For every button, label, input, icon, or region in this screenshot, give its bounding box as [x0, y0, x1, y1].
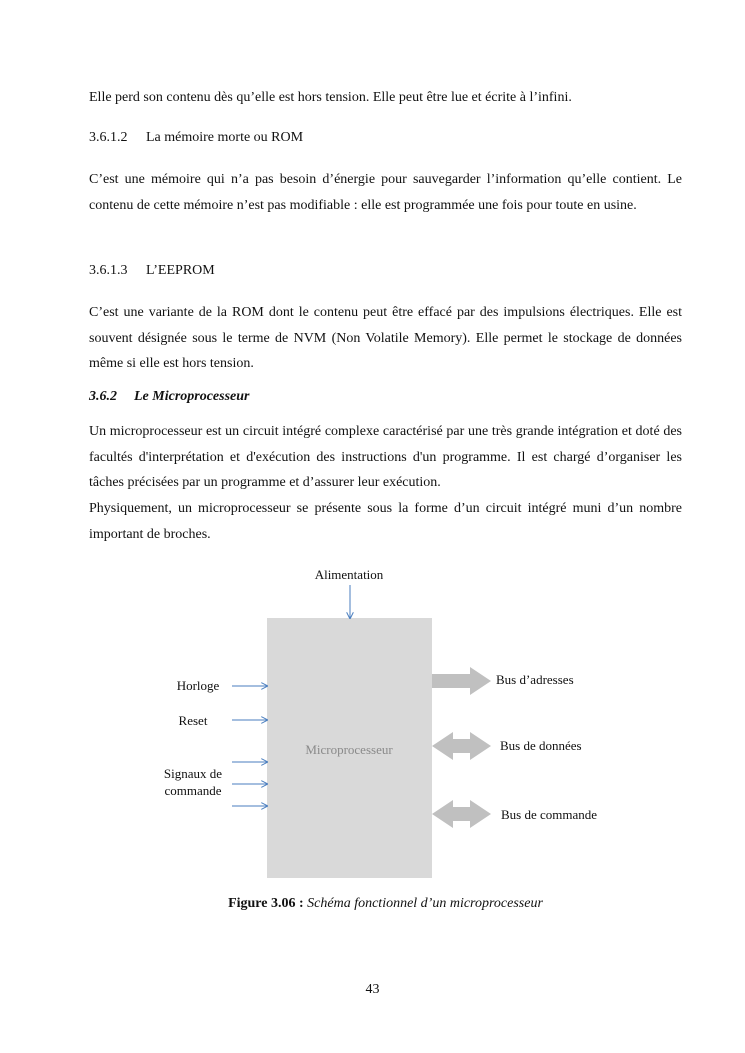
- address-bus-label: Bus d’adresses: [496, 672, 574, 687]
- figure-caption-label: Figure 3.06 :: [228, 896, 304, 911]
- figure-caption-text: Schéma fonctionnel d’un microprocesseur: [307, 896, 543, 911]
- data-bus-arrow: [432, 732, 491, 760]
- figure-caption: [89, 894, 682, 914]
- power-label: Alimentation: [314, 567, 384, 582]
- control-signals-label-line1: Signaux de: [163, 766, 223, 781]
- data-bus-label: Bus de données: [500, 738, 582, 753]
- heading-rom-number: 3.6.1.2: [89, 130, 128, 145]
- paragraph-eeprom: C’est une variante de la ROM dont le contenu peut être effacé par des impulsions électriques. Elle est souvent désignée sous le terme de NVM (Non Volatile Memory). Elle permet le stockage de données même si elle est hors tension.: [89, 305, 682, 372]
- microprocessor-diagram: [150, 560, 630, 890]
- paragraph-ram-volatility: Elle perd son contenu dès qu’elle est hors tension. Elle peut être lue et écrite à l’infini.: [89, 90, 572, 105]
- paragraph-rom: C’est une mémoire qui n’a pas besoin d’énergie pour sauvegarder l’information qu’elle contient. Le contenu de cette mémoire n’est pas modifiable : elle est programmée une fois pour toute en usine.: [89, 172, 682, 213]
- reset-label: Reset: [178, 713, 208, 728]
- heading-rom: [89, 128, 303, 148]
- address-bus-arrow: [432, 667, 491, 695]
- heading-rom-title: La mémoire morte ou ROM: [146, 130, 304, 145]
- page-number: 43: [365, 982, 380, 997]
- paragraph-microprocessor-definition: Un microprocesseur est un circuit intégré complexe caractérisé par une très grande intégration et doté des facultés d'interprétation et d'exécution des instructions d'un programme. Il est chargé d’organiser les tâches précisées par un programme et d’assurer leur exécution.: [89, 424, 682, 491]
- clock-label: Horloge: [176, 678, 220, 693]
- control-bus-label: Bus de commande: [501, 807, 598, 822]
- heading-microprocessor-title: Le Microprocesseur: [134, 389, 250, 404]
- control-bus-arrow: [432, 800, 491, 828]
- control-signals-label-line2: commande: [164, 783, 222, 798]
- heading-microprocessor-number: 3.6.2: [89, 389, 117, 404]
- heading-microprocessor: [89, 387, 250, 407]
- chip-label: Microprocesseur: [305, 742, 393, 757]
- paragraph-microprocessor-physical: Physiquement, un microprocesseur se présente sous la forme d’un circuit intégré muni d’un nombre important de broches.: [89, 501, 682, 542]
- heading-eeprom-number: 3.6.1.3: [89, 263, 128, 278]
- heading-eeprom: [89, 261, 215, 281]
- heading-eeprom-title: L’EEPROM: [146, 263, 215, 278]
